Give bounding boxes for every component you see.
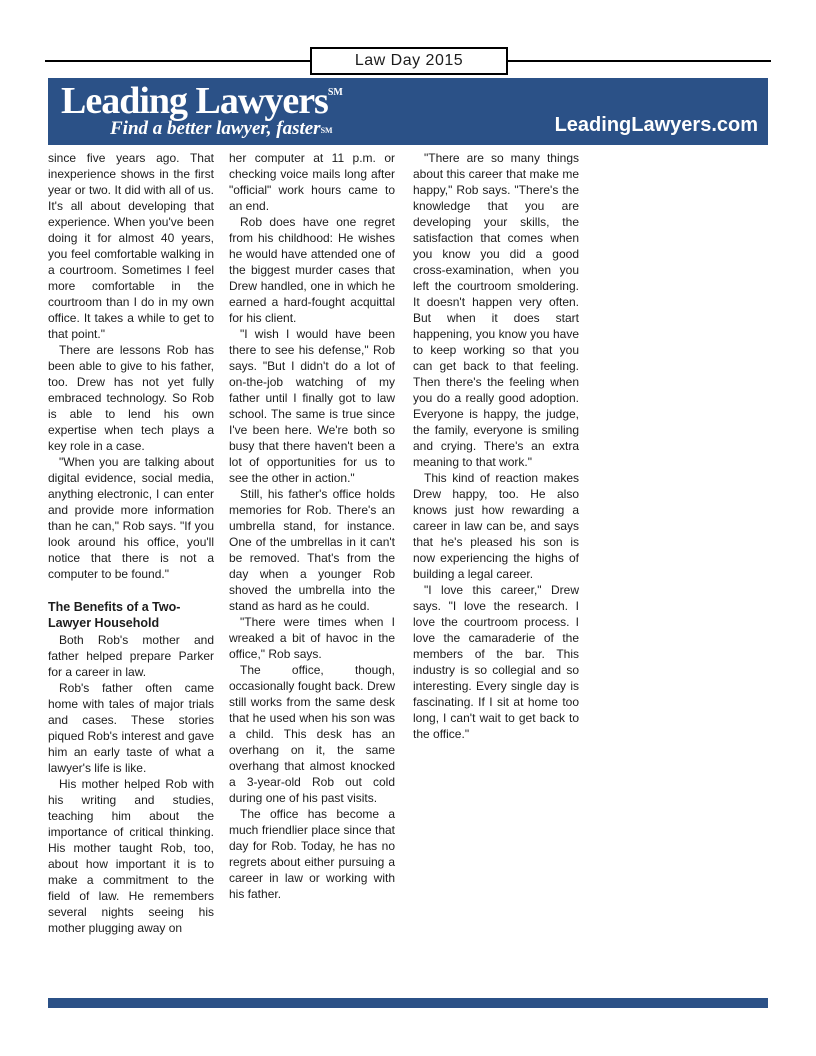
tagline-text: Find a better lawyer, faster [110, 118, 321, 139]
leading-lawyers-logo [61, 79, 343, 123]
logo-text: Leading Lawyers [61, 80, 328, 122]
article-paragraph: "There were times when I wreaked a bit of havoc in the office," Rob says. [229, 615, 395, 661]
article-paragraph: Rob's father often came home with tales of major trials and cases. These stories piqued Rob's interest and gave him an early taste of what a lawyer's life is like. [48, 681, 214, 775]
article-column-2 [229, 150, 395, 902]
article-paragraph: This kind of reaction makes Drew happy, too. He also knows just how rewarding a career in law can be, and says that he's pleased his son is now experiencing the highs of building a legal career. [413, 471, 579, 581]
article-column-1 [48, 150, 214, 936]
tagline-servicemark: SM [320, 126, 333, 135]
article-paragraph: her computer at 11 p.m. or checking voice mails long after "official" work hours came to an end. [229, 151, 395, 213]
article-paragraph: "There are so many things about this career that make me happy," Rob says. "There's the knowledge that you are developing your skills, the satisfaction that comes when you know you did a good cross-examination, when you left the courtroom smoldering. It doesn't happen very often. But when it does start happening, you know you have to keep working so that you can get back to that feeling. Then there's the feeling when you do a really good adoption. Everyone is happy, the judge, the family, everyone is smiling and crying. There's an extra meaning to that work." [413, 151, 579, 469]
section-heading: The Benefits of a Two-Lawyer Household [48, 600, 181, 630]
article-paragraph: "I love this career," Drew says. "I love the research. I love the courtroom process. I love the camaraderie of the members of the bar. This industry is so collegial and so interesting. Every single day is fascinating. If I sit at home too long, I can't wait to get back to the office." [413, 583, 579, 741]
article-column-3 [413, 150, 579, 742]
article-paragraph: His mother helped Rob with his writing and studies, teaching him about the importance of critical thinking. His mother taught Rob, too, about how important it is to make a commitment to the field of law. He remembers several nights seeing his mother plugging away on [48, 777, 214, 935]
website-url: LeadingLawyers.com [554, 114, 758, 136]
article-paragraph: since five years ago. That inexperience shows in the first year or two. It did with all of us. It's all about developing that experience. When you've been doing it for almost 40 years, you feel comfortable walking in a courtroom. Sometimes I feel more comfortable in the courtroom than I do in my own office. It takes a while to get to that point." [48, 151, 214, 341]
article-paragraph: There are lessons Rob has been able to give to his father, too. Drew has not yet fully embraced technology. So Rob is able to lend his own expertise when tech plays a key role in a case. [48, 343, 214, 453]
article-paragraph: The office, though, occasionally fought back. Drew still works from the same desk that he used when his son was a child. This desk has an overhang on it, the same overhang that almost knocked a 3-year-old Rob out cold during one of his past visits. [229, 663, 395, 805]
article-paragraph: Both Rob's mother and father helped prepare Parker for a career in law. [48, 633, 214, 679]
footer-bar [48, 998, 768, 1008]
article-paragraph: "I wish I would have been there to see his defense," Rob says. "But I didn't do a lot of on-the-job watching of my father until I finally got to law school. The same is true since I've been here. We're both so busy that there haven't been a lot of opportunities for us to see the other in action." [229, 327, 395, 485]
law-day-title: Law Day 2015 [354, 52, 464, 69]
logo-servicemark: SM [327, 87, 343, 98]
brand-tagline [110, 118, 333, 140]
article-paragraph: Rob does have one regret from his childhood: He wishes he would have attended one of the biggest murder cases that Drew handled, one in which he earned a hard-fought acquittal for his client. [229, 215, 395, 325]
law-day-title-box [310, 47, 508, 75]
brand-banner [48, 78, 768, 145]
article-paragraph: "When you are talking about digital evidence, social media, anything electronic, I can enter and provide more information than he can," Rob says. "If you look around his office, you'll notice that there is not a computer to be found." [48, 455, 214, 581]
article-paragraph: The office has become a much friendlier place since that day for Rob. Today, he has no regrets about either pursuing a career in law or working with his father. [229, 807, 395, 901]
article-paragraph: Still, his father's office holds memories for Rob. There's an umbrella stand, for instance. One of the umbrellas in it can't be removed. That's from the day when a younger Rob shoved the umbrella into the stand as hard as he could. [229, 487, 395, 613]
